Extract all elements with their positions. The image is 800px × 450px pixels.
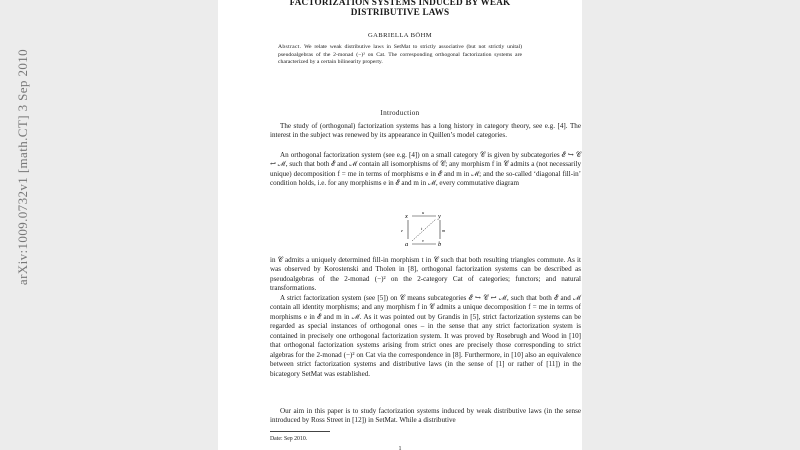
paragraph-4-text: A strict factorization system (see [5]) on 𝒞 means subcategories ℰ ↪ 𝒞 ↩ ℳ, such that both ℰ and ℳ contain all identity morphisms; and any morphism f in 𝒞 admits a unique decomposition f = me in terms of morphisms e in ℰ and m in ℳ. As it was pointed out by Grandis in [5], strict factorization systems can be regarded as special instances of orthogonal ones – in the sense that any strict factorization system is contained in precisely one orthogonal factorization system. It was proved by Rosebrugh and Wood in [10] that orthogonal factorization systems arising from strict ones are precisely those corresponding to strict algebras for the 2-monad (−)² on Cat via the correspondence in [8]. Furthermore, in [10] also an equivalence between strict factorization systems and distributive laws (in the sense of [1] or rather of [11]) in the bicategory SetMat was established.: [270, 294, 581, 378]
abstract-label: Abstract.: [278, 44, 302, 50]
right-margin: [582, 0, 800, 450]
abstract-text: We relate weak distributive laws in SetMat to strictly associative (but not strictly unital) pseudoalgebras of the 2-monad (−)² on Cat. The corresponding orthogonal factorization systems are characterized by a certain bilinearity property.: [278, 44, 522, 66]
commutative-diagram: [401, 211, 447, 249]
section-heading: Introduction: [380, 109, 420, 117]
title-line-1: FACTORIZATION SYSTEMS INDUCED BY WEAK: [289, 0, 511, 7]
label-right: m: [442, 228, 446, 233]
paragraph-3: [270, 256, 581, 294]
label-left: e: [401, 228, 403, 233]
paragraph-2: [270, 151, 581, 189]
paragraph-4: [270, 294, 581, 379]
title-line-2: DISTRIBUTIVE LAWS: [350, 7, 450, 17]
label-top: u: [422, 211, 425, 215]
paragraph-5: [270, 407, 581, 426]
paper-page: [218, 0, 582, 450]
footnote-rule: [270, 431, 330, 432]
page-number: 1: [398, 446, 402, 450]
diagram-node-y: y: [438, 213, 441, 220]
left-margin: [0, 0, 218, 450]
diagram-node-x: x: [405, 213, 408, 220]
paragraph-2-text: An orthogonal factorization system (see e.g. [4]) on a small category 𝒞 is given by subcategories ℰ ↪ 𝒞 ↩ ℳ, such that both ℰ and ℳ contain all isomorphisms of 𝒞; any morphism f in 𝒞 admits a (not necessarily unique) decomposition f = me in terms of morphisms e in ℰ and m in ℳ; and the so-called ‘diagonal fill-in’ condition holds, i.e. for any morphisms e in ℰ and m in ℳ, every commutative diagram: [270, 151, 581, 188]
label-bottom: v: [422, 238, 424, 243]
paragraph-5-text: Our aim in this paper is to study factorization systems induced by weak distributive laws (in the sense introduced by Ross Street in [12]) in SetMat. While a distributive: [270, 407, 581, 425]
label-diagonal: t: [421, 226, 423, 231]
paragraph-1: [270, 122, 581, 141]
diagram-node-a: a: [405, 241, 409, 248]
arxiv-identifier: arXiv:1009.0732v1 [math.CT] 3 Sep 2010: [15, 48, 30, 286]
author-name: GABRIELLA BÖHM: [367, 32, 433, 39]
arrow-diagonal: [412, 219, 436, 241]
paragraph-1-text: The study of (orthogonal) factorization systems has a long history in category theory, see e.g. [4]. The interest in the subject was renewed by its appearance in Quillen’s model categories.: [270, 122, 581, 140]
paper-title: [218, 0, 582, 17]
footnote-date: Date: Sep 2010.: [270, 436, 308, 442]
abstract: [278, 44, 522, 67]
paragraph-3-text: in 𝒞 admits a uniquely determined fill-in morphism t in 𝒞 such that both resulting triangles commute. As it was observed by Korostenski and Tholen in [8], orthogonal factorization systems can be described as pseudoalgebras of the 2-monad (−)² on the 2-category Cat of categories; functors; and natural transformations.: [270, 256, 581, 293]
diagram-node-b: b: [438, 241, 442, 248]
